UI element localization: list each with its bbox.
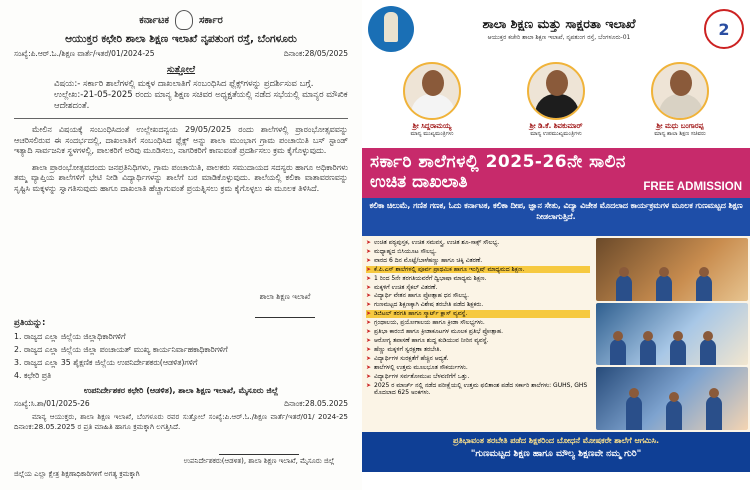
admission-poster — [362, 0, 750, 490]
benefit-item — [366, 284, 590, 291]
arrow-icon: ➤ — [366, 247, 372, 255]
leader-card — [506, 58, 606, 148]
arrow-icon: ➤ — [366, 345, 372, 353]
arrow-icon: ➤ — [366, 354, 372, 362]
benefit-item — [366, 310, 590, 317]
benefit-item — [366, 292, 590, 299]
benefit-item — [366, 257, 590, 264]
letter-header — [14, 10, 348, 30]
department-subtitle: ಆಯುಕ್ತರ ಕಚೇರಿ ಶಾಲಾ ಶಿಕ್ಷಣ ಇಲಾಖೆ, ನೃಪತುಂಗ ರಸ್ತೆ, ಬೆಂಗಳೂರು-01 — [487, 34, 631, 41]
cc-block — [14, 318, 344, 381]
benefit-text: ಮಕ್ಕಳಿಗೆ ಉಚಿತ ಸೈಕಲ್ ವಿತರಣೆ. — [374, 283, 438, 291]
benefit-text: ವಾರದ 6 ದಿನ ಮೊಟ್ಟೆ/ಬಾಳೆಹಣ್ಣು ಹಾಗೂ ಚಿಕ್ಕಿ ವಿತರಣೆ. — [374, 256, 483, 264]
subject: ವಿಷಯ:- ಸರ್ಕಾರಿ ಶಾಲೆಗಳಲ್ಲಿ ಮಕ್ಕಳ ದಾಖಲಾತಿಗೆ ಸಂಬಂಧಿಸಿದ ಫ್ಲೆಕ್ಸ್‌ಗಳನ್ನು ಪ್ರದರ್ಶಿಸುವ ಬಗ್ಗೆ. — [54, 79, 314, 89]
benefit-item — [366, 266, 590, 273]
state-emblem-icon — [175, 10, 193, 30]
arrow-icon: ➤ — [366, 265, 372, 273]
benefit-item — [366, 328, 590, 335]
benefit-text: ಕೆ.ಪಿ.ಎಸ್ ಶಾಲೆಗಳಲ್ಲಿ ಪೂರ್ವ ಪ್ರಾಥಮಿಕ ಹಾಗೂ ಇಂಗ್ಲಿಷ್ ಮಾಧ್ಯಮದ ಶಿಕ್ಷಣ. — [374, 265, 525, 273]
badge-number: 2 — [718, 19, 730, 39]
cc-item: 4. ಕಛೇರಿ ಪ್ರತಿ — [14, 371, 52, 380]
reference: ಉಲ್ಲೇಖ:-21-05-2025 ರಂದು ಮಾನ್ಯ ಶಿಕ್ಷಣ ಸಚಿವರ ಅಧ್ಯಕ್ಷತೆಯಲ್ಲಿ ನಡೆದ ಸಭೆಯಲ್ಲಿ ಮಾನ್ಯರ ಮೌಖಿಕ ಆದೇಶದಂತೆ. — [54, 90, 348, 111]
endorse-to: ಜಿಲ್ಲೆಯ ಎಲ್ಲಾ ಕ್ಷೇತ್ರ ಶಿಕ್ಷಣಾಧಿಕಾರಿಗಳಿಗೆ ಅಗತ್ಯ ಕ್ರಮಕ್ಕಾಗಿ — [14, 470, 140, 478]
arrow-icon: ➤ — [366, 283, 372, 291]
footer-banner — [362, 432, 750, 472]
paragraph-1: ಮೇಲಿನ ವಿಷಯಕ್ಕೆ ಸಂಬಂಧಿಸಿದಂತೆ ಉಲ್ಲೇಖದನ್ವಯ 29/05/2025 ರಂದು ಶಾಲೆಗಳಲ್ಲಿ ಪ್ರಾರಂಭೋತ್ಸವವನ್ನು ಆಚರಿಸಲಿರುವ ಈ ಸಂದರ್ಭದಲ್ಲಿ, ದಾಖಲಾತಿಗೆ ಸಂಬಂಧಿಸಿದ ಫ್ಲೆಕ್ಸ್ ಅನ್ನು ಶಾಲಾ ಮುಂಭಾಗ ಗ್ರಾಮ ಪಂಚಾಯಿತಿ ಬಸ್ ಸ್ಟಾಂಡ್ ಇತ್ಯಾದಿ ಸಾರ್ವಜನಿಕ ಸ್ಥಳಗಳಲ್ಲಿ, ಪಾಲಕರಿಗೆ ಅರಿವು ಮೂಡಿಸಲು, ನಾಗರಿಕರಿಗೆ ಕಾಣುವಂತೆ ಪ್ರದರ್ಶಿಸಲು ಕ್ರಮ ಕೈಗೊಳ್ಳುವುದು. — [14, 125, 348, 156]
arrow-icon: ➤ — [366, 292, 372, 300]
signature-scribble — [255, 302, 315, 318]
benefit-text: ಮಧ್ಯಾಹ್ನದ ಬಿಸಿಯೂಟ ಸೌಲಭ್ಯ. — [374, 247, 437, 255]
leader-photo — [651, 62, 709, 120]
benefit-item — [366, 382, 590, 397]
arrow-icon: ➤ — [366, 274, 372, 282]
department-title: ಶಾಲಾ ಶಿಕ್ಷಣ ಮತ್ತು ಸಾಕ್ಷರತಾ ಇಲಾಖೆ — [482, 16, 636, 31]
endorse-text: ಮಾನ್ಯ ಆಯುಕ್ತರು, ಶಾಲಾ ಶಿಕ್ಷಣ ಇಲಾಖೆ, ಬೆಂಗಳೂರು ರವರ ಸುತ್ತೋಲೆ ಸಂಖ್ಯೆ:ಪಿ.ಆರ್.ಓ./ಶಿಕ್ಷಣ ವಾರ್ತೆ/ಇತರೆ/01/ 2024-25 ದಿನಾಂಕ:28.05.2025 ರ ಪ್ರತಿ ಮಾಹಿತಿ ಹಾಗೂ ಕ್ರಮಕ್ಕಾಗಿ ಲಗತ್ತಿಸಿದೆ. — [14, 412, 348, 431]
cc-item: 3. ರಾಜ್ಯದ ಎಲ್ಲಾ 35 ಶೈಕ್ಷಣಿಕ ಜಿಲ್ಲೆಯ ಉಪನಿರ್ದೇಶಕರು(ಆಡಳಿತ)ಗಳಿಗೆ — [14, 358, 198, 367]
letter-date: ದಿನಾಂಕ:28/05/2025 — [283, 49, 348, 58]
guarantee-badge-icon — [704, 9, 744, 49]
endorse-signer: ಉಪನಿರ್ದೇಶಕರು(ಆಡಳಿತ), ಶಾಲಾ ಶಿಕ್ಷಣ ಇಲಾಖೆ, ಮೈಸೂರು ಜಿಲ್ಲೆ — [183, 457, 335, 465]
programs-band: ಕಲಿಕಾ ಚಿಲುಮೆ, ಗಣಿತ ಗಣಕ, ಓದು ಕರ್ನಾಟಕ, ಕಲಿಕಾ ದೀಪ, ಜ್ಞಾನ ಸೇತು, ವಿದ್ಯಾ ವಿಜೇತ ಮೊದಲಾದ ಕಾರ್ಯಕ್ರಮಗಳ ಮೂಲಕ ಗುಣಮಟ್ಟದ ಶಿಕ್ಷಣ ನೀಡಲಾಗುತ್ತಿದೆ. — [362, 198, 750, 236]
arrow-icon: ➤ — [366, 319, 372, 327]
headline-line-2: ಉಚಿತ ದಾಖಲಾತಿ — [370, 172, 468, 192]
benefit-text: ವಿದ್ಯಾರ್ಥಿಗಳ ಸುರಕ್ಷತೆಗೆ ಹೆಚ್ಚಿನ ಆದ್ಯತೆ. — [374, 354, 449, 362]
endorse-signature — [174, 439, 344, 466]
classroom-photo — [596, 238, 748, 301]
arrow-icon: ➤ — [366, 381, 372, 389]
state-name: ಕರ್ನಾಟಕ — [139, 14, 169, 26]
headline-banner — [362, 148, 750, 198]
arrow-icon: ➤ — [366, 239, 372, 246]
benefit-text: ಗ್ರಂಥಾಲಯ, ಪ್ರಯೋಗಾಲಯ ಹಾಗೂ ಕ್ರೀಡಾ ಸೌಲಭ್ಯಗಳು. — [374, 319, 485, 327]
benefit-item — [366, 373, 590, 380]
cc-item: 2. ರಾಜ್ಯದ ಎಲ್ಲಾ ಜಿಲ್ಲೆಯ ಜಿಲ್ಲಾ ಪಂಚಾಯತ್ ಮುಖ್ಯ ಕಾರ್ಯನಿರ್ವಾಹಕಾಧಿಕಾರಿಗಳಿಗೆ — [14, 345, 228, 354]
benefit-item — [366, 301, 590, 308]
leader-photo — [527, 62, 585, 120]
benefit-text: 1 ರಿಂದ 5ನೇ ತರಗತಿಯವರೆಗೆ ದ್ವಿಭಾಷಾ ಮಾಧ್ಯಮ ಶಿಕ್ಷಣ. — [374, 274, 487, 282]
arrow-icon: ➤ — [366, 301, 372, 309]
benefit-text: ಪ್ರತಿಭಾ ಕಾರಂಜಿ ಹಾಗೂ ಕ್ರೀಡಾಕೂಟಗಳ ಮೂಲಕ ಪ್ರತಿಭೆ ಪ್ರೋತ್ಸಾಹ. — [374, 328, 504, 336]
children-photo — [596, 367, 748, 430]
benefit-text: ವಿದ್ಯಾರ್ಥಿಗಳ ಸರ್ವತೋಮುಖ ಬೆಳವಣಿಗೆಗೆ ಒತ್ತು. — [374, 372, 470, 380]
endorse-ref-row — [14, 399, 348, 409]
benefit-item — [366, 346, 590, 353]
benefit-item — [366, 364, 590, 371]
footer-line-1: ಪ್ರತಿಭಾವಂತ ತರಬೇತಿ ಪಡೆದ ಶಿಕ್ಷಕರಿಂದ ಬೋಧನೆ ಮೋಷಕರೇ ಶಾಲೆಗೆ ಆಗಮಿಸಿ. — [453, 436, 659, 445]
benefit-text: ಶಾಲೆಗಳಲ್ಲಿ ಉತ್ತಮ ಮೂಲಭೂತ ಸೌಕರ್ಯಗಳು. — [374, 363, 468, 371]
benefit-item — [366, 239, 590, 246]
benefit-text: ಗುಣಮಟ್ಟದ ಶಿಕ್ಷಣಕ್ಕಾಗಿ ವಿಶೇಷ ತರಬೇತಿ ಪಡೆದ ಶಿಕ್ಷಕರು. — [374, 301, 484, 309]
benefit-item — [366, 355, 590, 362]
benefit-text: ಹೆಣ್ಣು ಮಕ್ಕಳಿಗೆ ಸ್ವರಕ್ಷಣಾ ತರಬೇತಿ. — [374, 345, 442, 353]
arrow-icon: ➤ — [366, 372, 372, 380]
leader-role: ಮಾನ್ಯ ಶಾಲಾ ಶಿಕ್ಷಣ ಸಚಿವರು — [654, 131, 706, 137]
cc-item: 1. ರಾಜ್ಯದ ಎಲ್ಲಾ ಜಿಲ್ಲೆಯ ಜಿಲ್ಲಾಧಿಕಾರಿಗಳಿಗೆ — [14, 332, 126, 341]
arrow-icon: ➤ — [366, 310, 372, 318]
leader-role: ಮಾನ್ಯ ಉಪಮುಖ್ಯಮಂತ್ರಿಗಳು — [530, 131, 582, 137]
poster-header — [362, 0, 750, 58]
cc-title: ಪ್ರತಿಯನ್ನು: — [14, 318, 46, 328]
paragraph-2: ಶಾಲಾ ಪ್ರಾರಂಭೋತ್ಸವದಂದು ಜನಪ್ರತಿನಿಧಿಗಳು, ಗ್ರಾಮ ಪಂಚಾಯಿತಿ, ಪಾಲಕರು ಸಮುದಾಯದ ಸದಸ್ಯರು ಹಾಗೂ ಅಧಿಕಾರಿಗಳು ತಮ್ಮ ವ್ಯಾಪ್ತಿಯ ಶಾಲೆಗಳಿಗೆ ಭೇಟಿ ನೀಡಿ ವಿದ್ಯಾರ್ಥಿಗಳನ್ನು ಶಾಲೆಗೆ ಬರ ಮಾಡಿಕೊಳ್ಳುವುದು. ಶಾಲೆಯಲ್ಲಿ ಕಲಿಕಾ ವಾತಾವರಣವನ್ನು ಸೃಷ್ಟಿಸಿ ಮಕ್ಕಳನ್ನು ಸ್ವಾಗತಿಸುವುದು ಹಾಗೂ ದಾಖಲಾತಿ ಹೆಚ್ಚಾಗುವಂತೆ ಪ್ರಯತ್ನಿಸಲು ಕ್ರಮ ಕೈಗೊಳ್ಳಲು ಈ ಮೂಲಕ ತಿಳಿಸಿದೆ. — [14, 162, 348, 193]
circular-title: ಸುತ್ತೋಲೆ — [166, 65, 196, 75]
leader-card — [382, 58, 482, 148]
benefit-item — [366, 248, 590, 255]
free-admission-label: FREE ADMISSION — [643, 181, 742, 193]
headline-line-1: ಸರ್ಕಾರಿ ಶಾಲೆಗಳಲ್ಲಿ 2025-26ನೇ ಸಾಲಿನ — [370, 152, 626, 172]
endorse-date: ದಿನಾಂಕ:28.05.2025 — [284, 399, 348, 408]
photo-column — [594, 236, 750, 432]
divider — [14, 118, 348, 119]
signature-block — [230, 292, 340, 320]
circular-letter — [0, 0, 362, 490]
benefits-section — [362, 236, 750, 432]
leaders-row — [362, 58, 750, 148]
leader-role: ಮಾನ್ಯ ಮುಖ್ಯಮಂತ್ರಿಗಳು — [410, 131, 454, 137]
benefit-text: ಉಚಿತ ಪಠ್ಯಪುಸ್ತಕ, ಉಚಿತ ಸಮವಸ್ತ್ರ, ಉಚಿತ ಶೂ-ಸಾಕ್ಸ್ ಸೌಲಭ್ಯ. — [374, 239, 500, 246]
endorse-ref: ಸಂಖ್ಯೆ:ಸಿ.ಶಾ/01/2025-26 — [14, 399, 90, 408]
benefit-item — [366, 337, 590, 344]
endorse-signature-scribble — [219, 439, 299, 455]
students-photo — [596, 303, 748, 366]
footer-slogan: "ಗುಣಮಟ್ಟದ ಶಿಕ್ಷಣ ಹಾಗೂ ಮೌಲ್ಯ ಶಿಕ್ಷಣವೇ ನಮ್ಮ ಗುರಿ" — [470, 449, 642, 459]
department-block — [420, 16, 698, 42]
ref-row — [14, 49, 348, 59]
leader-name: ಶ್ರೀ ಡಿ.ಕೆ. ಶಿವಕುಮಾರ್ — [529, 122, 583, 130]
arrow-icon: ➤ — [366, 256, 372, 264]
govt-name: ಸರ್ಕಾರ — [199, 14, 223, 26]
benefits-list — [362, 236, 594, 432]
benefit-item — [366, 319, 590, 326]
arrow-icon: ➤ — [366, 363, 372, 371]
endorsement-block — [14, 386, 348, 479]
endorse-office: ಉಪನಿರ್ದೇಶಕರ ಕಛೇರಿ (ಆಡಳಿತ), ಶಾಲಾ ಶಿಕ್ಷಣ ಇಲಾಖೆ, ಮೈಸೂರು ಜಿಲ್ಲೆ — [83, 386, 279, 395]
benefit-item — [366, 275, 590, 282]
arrow-icon: ➤ — [366, 336, 372, 344]
benefit-text: ಡಿಜಿಟಲ್ ತರಗತಿ ಹಾಗೂ ಸ್ಮಾರ್ಟ್ ಕ್ಲಾಸ್ ವ್ಯವಸ್ಥೆ. — [374, 310, 468, 318]
leader-name: ಶ್ರೀ ಮಧು ಬಂಗಾರಪ್ಪ — [656, 122, 704, 130]
leader-photo — [403, 62, 461, 120]
leader-card — [630, 58, 730, 148]
arrow-icon: ➤ — [366, 328, 372, 336]
signer-title: ಶಾಲಾ ಶಿಕ್ಷಣ ಇಲಾಖೆ — [259, 292, 311, 301]
benefit-text: ಆರೋಗ್ಯ ತಪಾಸಣೆ ಹಾಗೂ ಶುದ್ಧ ಕುಡಿಯುವ ನೀರಿನ ವ್ಯವಸ್ಥೆ. — [374, 336, 489, 344]
ref-number: ಸಂಖ್ಯೆ:ಪಿ.ಆರ್.ಓ./ಶಿಕ್ಷಣ ವಾರ್ತೆ/ಇತರೆ/01/2024-25 — [14, 49, 155, 58]
benefit-text: 2025 ರ ಮಾರ್ಚ್ ನಲ್ಲಿ ನಡೆದ ಪರೀಕ್ಷೆಯಲ್ಲಿ ಉತ್ತಮ ಫಲಿತಾಂಶ ಪಡೆದ ಸರ್ಕಾರಿ ಶಾಲೆಗಳು: GUHS, GHS ಮೊದಲಾದ 625 ಅಂಕಗಳು. — [374, 381, 588, 396]
department-logo-icon — [368, 6, 414, 52]
benefit-text: ವಿದ್ಯಾರ್ಥಿ ವೇತನ ಹಾಗೂ ಪ್ರೋತ್ಸಾಹ ಧನ ಸೌಲಭ್ಯ. — [374, 292, 470, 300]
leader-name: ಶ್ರೀ ಸಿದ್ದರಾಮಯ್ಯ — [412, 122, 452, 130]
office-name: ಆಯುಕ್ತರ ಕಛೇರಿ ಶಾಲಾ ಶಿಕ್ಷಣ ಇಲಾಖೆ ನೃಪತುಂಗ ರಸ್ತೆ, ಬೆಂಗಳೂರು — [65, 33, 297, 45]
